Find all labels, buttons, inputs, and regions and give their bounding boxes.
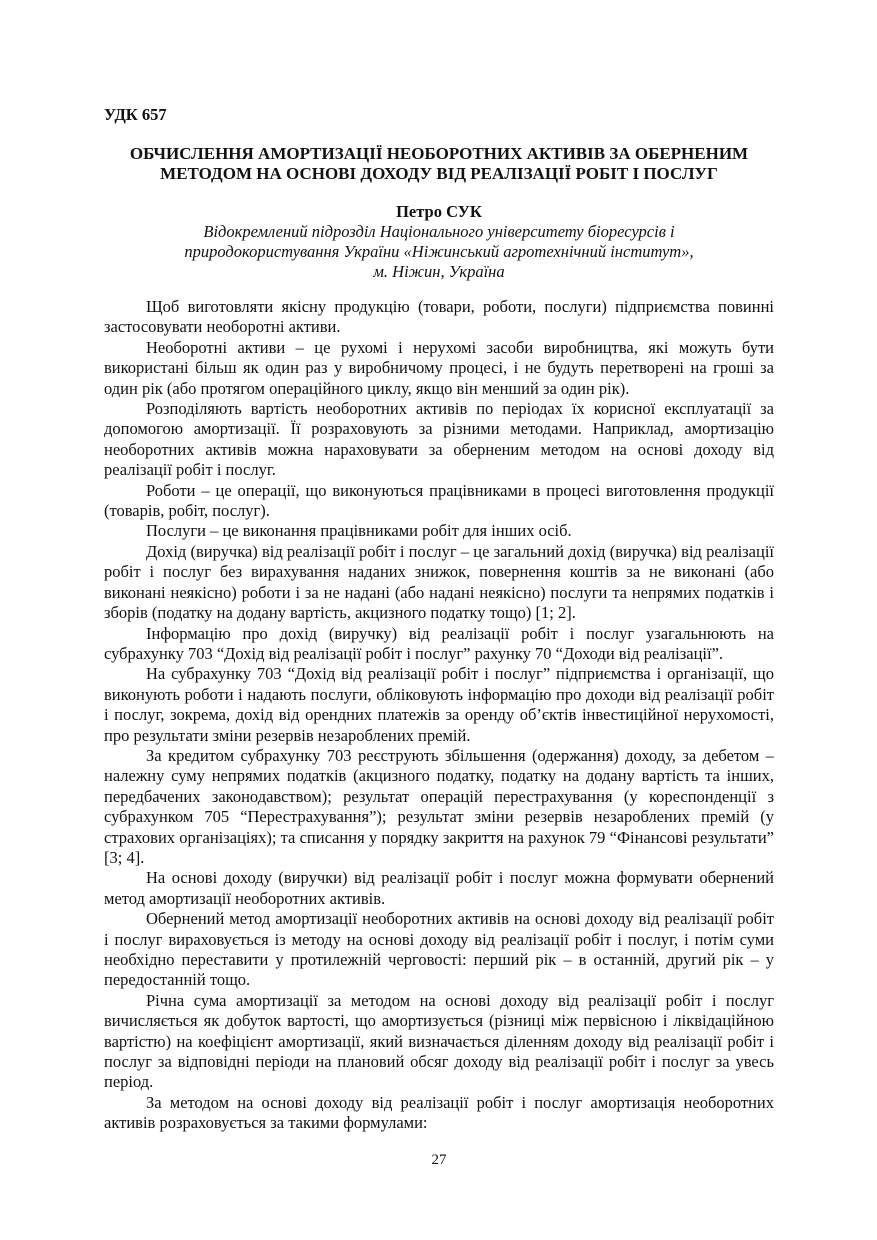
paragraph: За кредитом субрахунку 703 реєструють збільшення (одержання) доходу, за дебетом – належну суму непрямих податків (акцизного податку, податку на додану вартість та інших, передбачених законодавством); результат операцій перестрахування (у кореспонденції з субрахунком 705 “Перестрахування”); результат зміни резервів незароблених премій (у страхових організаціях); та списання у порядку закриття на рахунок 79 “Фінансові результати” [3; 4]. [104, 745, 774, 867]
paragraph: За методом на основі доходу від реалізації робіт і послуг амортизація необоротних активів розраховується за такими формулами: [104, 1092, 774, 1133]
title-line: ОБЧИСЛЕННЯ АМОРТИЗАЦІЇ НЕОБОРОТНИХ АКТИВІВ ЗА ОБЕРНЕНИМ [129, 144, 749, 163]
udc-code: УДК 657 [104, 105, 167, 124]
paragraph: Річна сума амортизації за методом на основі доходу від реалізації робіт і послуг вичисляється як добуток вартості, що амортизується (різниці між первісною і ліквідаційною вартістю) на коефіцієнт амортизації, який визначається діленням доходу від реалізації робіт і послуг за відповідні періоди на плановий обсяг доходу від реалізації робіт і послуг за увесь період. [104, 990, 774, 1092]
article-body [104, 297, 774, 1134]
paragraph: Розподіляють вартість необоротних активів по періодах їх корисної експлуатації за допомогою амортизації. Її розраховують за різними методами. Наприклад, амортизацію необоротних активів можна нараховувати за оберненим методом на основі доходу від реалізації робіт і послуг. [104, 399, 774, 480]
affiliation-line: Відокремлений підрозділ Національного університету біоресурсів і [203, 222, 675, 241]
author-affiliation [104, 222, 774, 282]
paragraph: Роботи – це операції, що виконуються працівниками в процесі виготовлення продукції (товарів, робіт, послуг). [104, 480, 774, 521]
author-name: Петро СУК [396, 202, 482, 221]
paragraph: Обернений метод амортизації необоротних активів на основі доходу від реалізації робіт і послуг вираховується із методу на основі доходу від реалізації робіт і послуг, і потім суми необхідно переставити у протилежній черговості: перший рік – в останній, другий рік – у передостанній тощо. [104, 909, 774, 990]
paragraph: На основі доходу (виручки) від реалізації робіт і послуг можна формувати обернений метод амортизації необоротних активів. [104, 868, 774, 908]
affiliation-line: м. Ніжин, Україна [373, 262, 505, 281]
article-title [104, 144, 774, 184]
paragraph: Щоб виготовляти якісну продукцію (товари, роботи, послуги) підприємства повинні застосовувати необоротні активи. [104, 297, 774, 337]
paragraph: На субрахунку 703 “Дохід від реалізації робіт і послуг” підприємства і організації, що виконують роботи і надають послуги, обліковують інформацію про доходи від реалізації робіт і послуг, зокрема, дохід від орендних платежів за оренду об’єктів інвестиційної нерухомості, про результати зміни резервів незароблених премій. [104, 664, 774, 745]
paragraph: Інформацію про дохід (виручку) від реалізації робіт і послуг узагальнюють на субрахунку 703 “Дохід від реалізації робіт і послуг” рахунку 70 “Доходи від реалізації”. [104, 623, 774, 663]
paragraph: Послуги – це виконання працівниками робіт для інших осіб. [146, 521, 572, 541]
paragraph: Необоротні активи – це рухомі і нерухомі засоби виробництва, які можуть бути використані більш як один раз у виробничому процесі, і не будуть перетворені на гроші за один рік (або протягом операційного циклу, якщо він менший за один рік). [104, 337, 774, 398]
page-number: 27 [431, 1152, 447, 1168]
affiliation-line: природокористування України «Ніжинський агротехнічний інститут», [184, 242, 694, 261]
title-line: МЕТОДОМ НА ОСНОВІ ДОХОДУ ВІД РЕАЛІЗАЦІЇ РОБІТ І ПОСЛУГ [160, 164, 718, 183]
paragraph: Дохід (виручка) від реалізації робіт і послуг – це загальний дохід (виручка) від реалізації робіт і послуг без вирахування наданих знижок, повернення коштів за не виконані (або виконані неякісно) роботи і за не надані (або надані неякісно) послуги та непрямих податків і зборів (податку на додану вартість, акцизного податку тощо) [1; 2]. [104, 541, 774, 623]
